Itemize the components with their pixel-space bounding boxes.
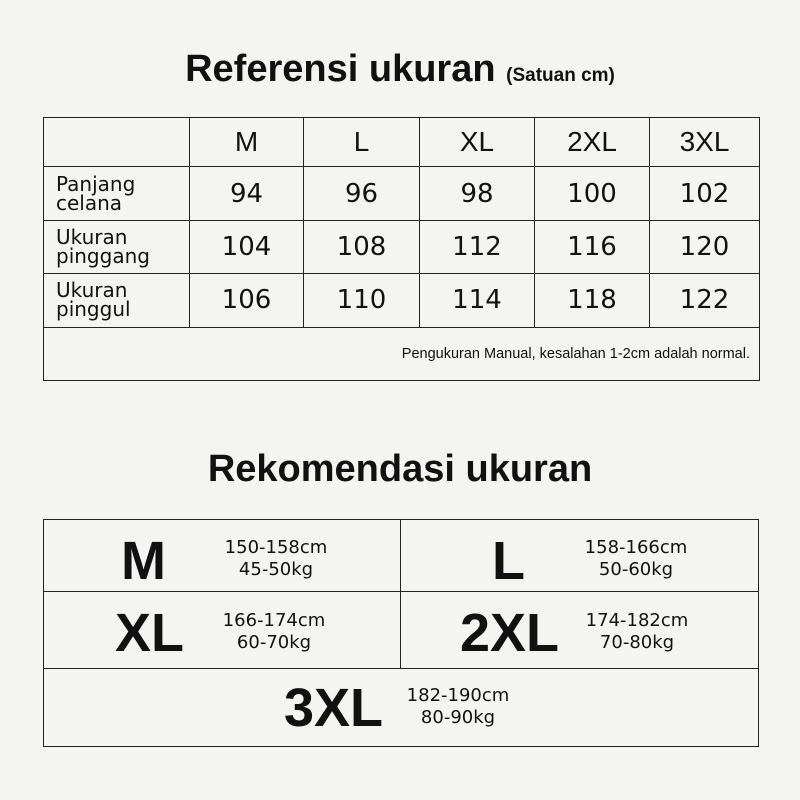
height-range: 166-174cm — [222, 610, 326, 631]
table-cell: 120 — [650, 220, 760, 273]
recommendation-cell-xl — [44, 592, 400, 668]
table-cell: 94 — [190, 167, 304, 220]
size-range — [585, 610, 689, 654]
row-label-line: Panjang — [56, 171, 136, 196]
column-header: 3XL — [650, 118, 760, 167]
weight-range: 80-90kg — [420, 707, 496, 728]
table-cell: 118 — [535, 274, 650, 327]
recommendation-cell-3xl — [44, 669, 758, 746]
table-cell: 98 — [420, 167, 535, 220]
size-label: L — [492, 531, 525, 591]
column-header: 2XL — [535, 118, 650, 167]
row-label-line: pinggul — [56, 297, 131, 322]
size-reference-title-text: Referensi ukuran — [185, 48, 496, 90]
size-recommendation-grid — [43, 519, 759, 747]
size-label: 3XL — [284, 678, 384, 738]
table-cell: 96 — [304, 167, 420, 220]
row-label — [44, 167, 190, 220]
weight-range: 70-80kg — [599, 632, 675, 653]
row-label-line: celana — [56, 190, 123, 215]
column-header: M — [190, 118, 304, 167]
table-cell: 108 — [304, 220, 420, 273]
table-row — [44, 220, 760, 273]
size-range — [222, 610, 326, 654]
table-note-row — [44, 327, 760, 380]
height-range: 174-182cm — [585, 610, 689, 631]
weight-range: 50-60kg — [598, 559, 674, 580]
measurement-note: Pengukuran Manual, kesalahan 1-2cm adalah normal. — [44, 327, 760, 380]
table-cell: 110 — [304, 274, 420, 327]
table-header-corner — [44, 118, 190, 167]
height-range: 182-190cm — [406, 685, 510, 706]
table-row — [44, 167, 760, 220]
column-header: L — [304, 118, 420, 167]
row-label — [44, 274, 190, 327]
size-reference-title — [0, 48, 800, 91]
size-range — [406, 685, 510, 729]
height-range: 150-158cm — [224, 537, 328, 558]
table-row — [44, 274, 760, 327]
row-label-line: pinggang — [56, 243, 150, 268]
row-label — [44, 220, 190, 273]
height-range: 158-166cm — [584, 537, 688, 558]
table-header-row — [44, 118, 760, 167]
row-label-line: Ukuran — [56, 278, 128, 303]
recommendation-cell-m — [44, 520, 400, 591]
column-header: XL — [420, 118, 535, 167]
row-label-line: Ukuran — [56, 224, 128, 249]
weight-range: 45-50kg — [238, 559, 314, 580]
table-cell: 106 — [190, 274, 304, 327]
table-cell: 114 — [420, 274, 535, 327]
unit-note: (Satuan cm) — [506, 65, 615, 86]
weight-range: 60-70kg — [236, 632, 312, 653]
table-cell: 122 — [650, 274, 760, 327]
size-label: M — [121, 531, 166, 591]
size-label: 2XL — [460, 603, 560, 663]
table-cell: 104 — [190, 220, 304, 273]
size-reference-table — [43, 117, 760, 381]
size-recommendation-title: Rekomendasi ukuran — [207, 448, 593, 490]
table-cell: 100 — [535, 167, 650, 220]
table-cell: 102 — [650, 167, 760, 220]
size-range — [584, 537, 688, 581]
size-label: XL — [115, 603, 185, 663]
size-range — [224, 537, 328, 581]
table-cell: 112 — [420, 220, 535, 273]
table-cell: 116 — [535, 220, 650, 273]
recommendation-cell-l — [401, 520, 758, 591]
recommendation-cell-2xl — [401, 592, 758, 668]
